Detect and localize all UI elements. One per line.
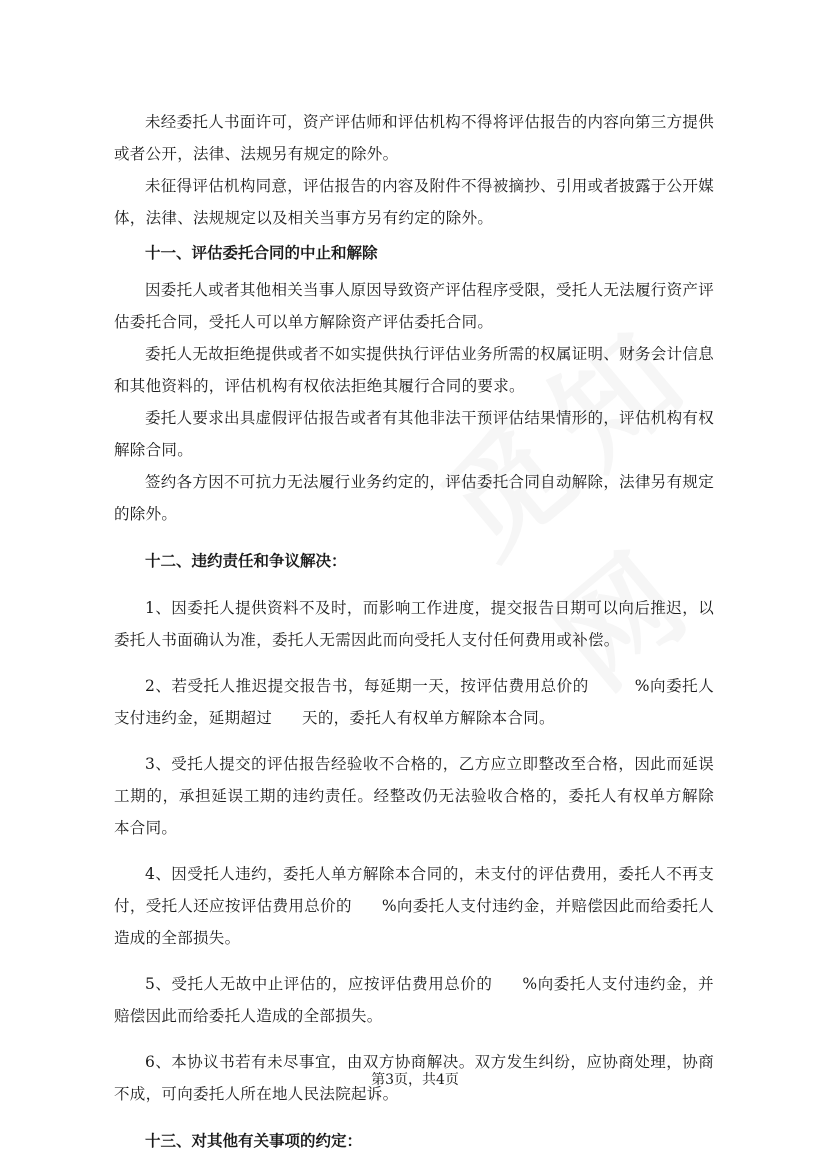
clause-text: 2、若受托人推迟提交报告书，每延期一天，按评估费用总价的 xyxy=(145,677,589,695)
clause-text: 4、因受托人违约，委托人单方解除本合同的，未支付的评估费用，委托人不再支付，受托人还应按评估费用总价的 xyxy=(114,865,714,915)
section-heading-12: 十二、违约责任和争议解决： xyxy=(145,551,347,570)
document-body xyxy=(114,106,714,1162)
clause-item-1: 1、因委托人提供资料不及时，而影响工作进度，提交报告日期可以向后推迟，以委托人书面确认为准，委托人无需因此而向受托人支付任何费用或补偿。 xyxy=(114,599,714,649)
page-footer: 第3页，共4页 xyxy=(371,1072,459,1088)
paragraph: 签约各方因不可抗力无法履行业务约定的，评估委托合同自动解除，法律另有规定的除外。 xyxy=(114,473,714,523)
clause-item-3: 3、受托人提交的评估报告经验收不合格的，乙方应立即整改至合格，因此而延误工期的，承担延误工期的违约责任。经整改仍无法验收合格的，委托人有权单方解除本合同。 xyxy=(114,755,714,837)
clause-item-4 xyxy=(114,858,714,954)
paragraph: 委托人无故拒绝提供或者不如实提供执行评估业务所需的权属证明、财务会计信息和其他资料的，评估机构有权依法拒绝其履行合同的要求。 xyxy=(114,345,714,395)
clause-text: %向委托人支付违约金，并赔偿因此而给委托人造成的全部损失。 xyxy=(114,975,714,1025)
clause-text: 5、受托人无故中止评估的，应按评估费用总价的 xyxy=(145,975,493,993)
clause-text: %向委托人支付违约金，并赔偿因此而给委托人造成的全部损失。 xyxy=(114,897,714,947)
paragraph: 未征得评估机构同意，评估报告的内容及附件不得被摘抄、引用或者披露于公开媒体，法律、法规规定以及相关当事方另有约定的除外。 xyxy=(114,177,714,227)
clause-item-6: 6、本协议书若有未尽事宜，由双方协商解决。双方发生纠纷，应协商处理，协商不成，可向委托人所在地人民法院起诉。 xyxy=(114,1053,714,1103)
clause-item-5 xyxy=(114,968,714,1032)
clause-text: 天的，委托人有权单方解除本合同。 xyxy=(302,709,555,727)
paragraph: 因委托人或者其他相关当事人原因导致资产评估程序受限，受托人无法履行资产评估委托合同，受托人可以单方解除资产评估委托合同。 xyxy=(114,281,714,331)
paragraph: 委托人要求出具虚假评估报告或者有其他非法干预评估结果情形的，评估机构有权解除合同。 xyxy=(114,409,714,459)
clause-text: %向委托人支付违约金，延期超过 xyxy=(114,677,714,727)
section-heading-11: 十一、评估委托合同的中止和解除 xyxy=(145,243,378,262)
clause-item-2 xyxy=(114,670,714,734)
paragraph: 未经委托人书面许可，资产评估师和评估机构不得将评估报告的内容向第三方提供或者公开，法律、法规另有规定的除外。 xyxy=(114,113,714,163)
section-heading-13: 十三、对其他有关事项的约定： xyxy=(145,1131,363,1150)
